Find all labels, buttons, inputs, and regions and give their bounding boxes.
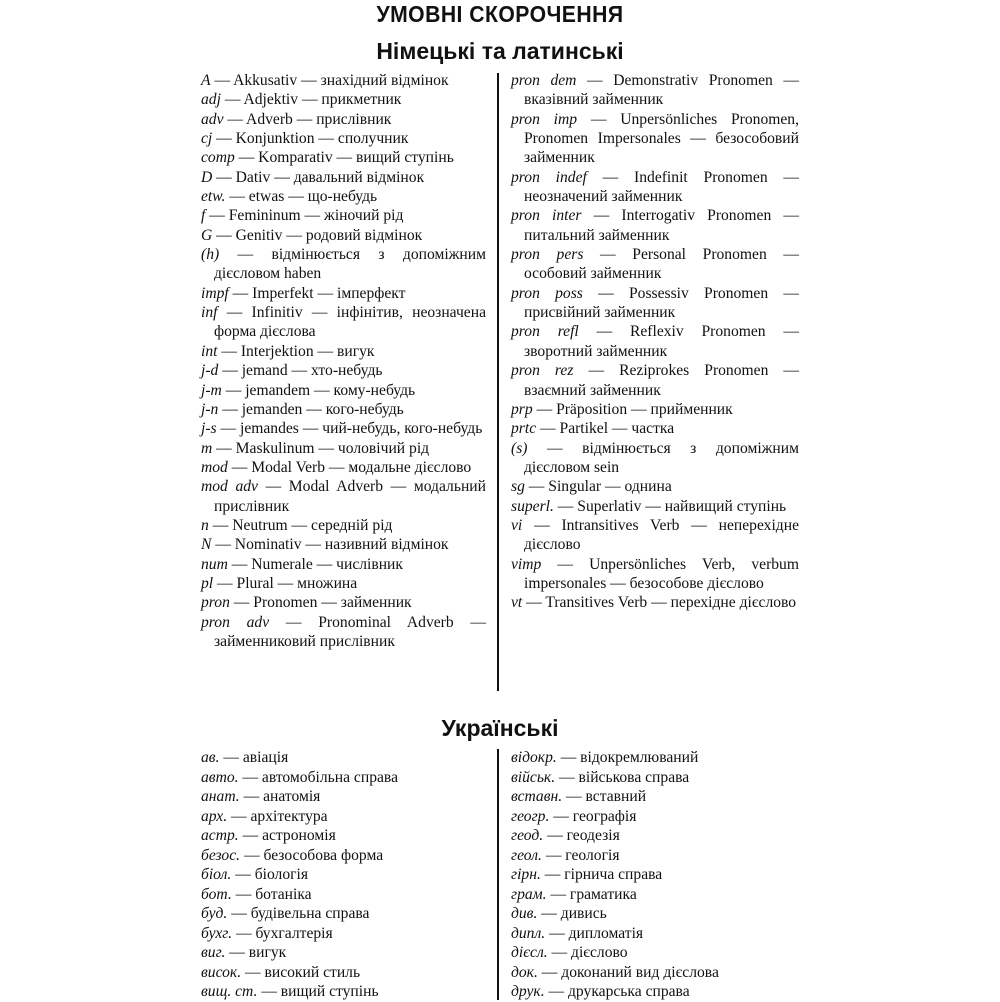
- abbreviation-entry: [511, 787, 799, 807]
- abbreviation-term: pron adv: [201, 613, 270, 631]
- abbreviation-definition: — jemandem — кому-небудь: [225, 381, 416, 399]
- abbreviation-definition: — безособова форма: [243, 846, 384, 864]
- abbreviation-definition: — відмінюється з допоміжним дієсловом sein: [524, 439, 799, 476]
- abbreviation-entry: [511, 245, 799, 284]
- abbreviation-entry: [201, 226, 486, 245]
- abbreviation-term: j-n: [201, 400, 219, 418]
- abbreviation-term: impf: [201, 284, 229, 302]
- abbreviation-entry: [511, 284, 799, 323]
- abbreviation-definition: — будівельна справа: [231, 905, 370, 922]
- abbreviation-definition: — Modal Verb — модальне дієслово: [231, 458, 472, 476]
- abbreviation-term: N: [201, 536, 212, 554]
- abbreviation-term: comp: [201, 149, 235, 167]
- abbreviation-definition: — вставний: [566, 788, 647, 805]
- abbreviation-definition: — Konjunktion — сполучник: [216, 130, 409, 148]
- abbreviation-entry: [201, 90, 486, 109]
- abbreviation-term: adj: [201, 91, 221, 109]
- abbreviation-term: pron poss: [511, 284, 583, 302]
- abbreviation-definition: — гірнича справа: [544, 866, 663, 883]
- abbreviation-entry: [201, 593, 486, 612]
- abbreviation-entry: [511, 748, 799, 768]
- abbreviation-term: дипл.: [511, 924, 546, 942]
- abbreviation-entry: [201, 865, 486, 885]
- abbreviation-term: j-m: [201, 381, 222, 399]
- abbreviation-definition: — Superlativ — найвищий ступінь: [557, 497, 787, 515]
- abbreviation-definition: — jemanden — кого-небудь: [222, 400, 404, 418]
- abbreviation-term: pron dem: [511, 72, 577, 89]
- abbreviation-definition: — Neutrum — середній рід: [212, 516, 393, 534]
- abbreviation-term: vimp: [511, 555, 542, 573]
- abbreviation-definition: — Pronominal Adverb — займенниковий прислівник: [214, 613, 486, 650]
- abbreviation-definition: — ботаніка: [235, 885, 312, 903]
- abbreviation-definition: — Adjektiv — прикметник: [224, 91, 402, 109]
- abbreviation-definition: — дієслово: [551, 944, 628, 961]
- abbreviation-term: геол.: [511, 846, 542, 864]
- abbreviation-definition: — Personal Pronomen — особовий займенник: [524, 246, 799, 283]
- abbreviation-term: анат.: [201, 788, 240, 805]
- abbreviation-entry: [511, 982, 799, 1002]
- abbreviation-definition: — Transitives Verb — перехідне дієслово: [526, 594, 797, 612]
- abbreviation-entry: [201, 807, 486, 827]
- abbreviation-definition: — відмінюється з допоміжним дієсловом haben: [214, 246, 486, 283]
- abbreviation-definition: — друкарська справа: [548, 983, 690, 1000]
- abbreviation-entry: [511, 593, 799, 612]
- abbreviation-term: cj: [201, 130, 213, 148]
- abbreviation-entry: [201, 342, 486, 361]
- abbreviation-definition: — дивись: [541, 905, 607, 922]
- abbreviation-term: док.: [511, 963, 538, 981]
- abbreviation-definition: — авіація: [223, 749, 289, 766]
- abbreviation-definition: — Demonstrativ Pronomen — вказівний займенник: [524, 72, 799, 109]
- abbreviation-term: виг.: [201, 944, 226, 961]
- abbreviation-term: num: [201, 555, 228, 573]
- abbreviation-term: буд.: [201, 905, 228, 922]
- abbreviation-term: j-s: [201, 420, 217, 438]
- abbreviation-definition: — Pronomen — займенник: [233, 594, 412, 612]
- abbreviation-term: вищ. ст.: [201, 983, 258, 1000]
- abbreviation-entry: [201, 477, 486, 516]
- abbreviation-entry: [511, 904, 799, 924]
- abbreviation-entry: [201, 846, 486, 866]
- abbreviation-term: арх.: [201, 807, 228, 825]
- abbreviation-term: дієсл.: [511, 944, 548, 961]
- abbreviation-entry: [511, 807, 799, 827]
- abbreviation-definition: — доконаний вид дієслова: [541, 963, 719, 981]
- abbreviation-term: безос.: [201, 846, 241, 864]
- abbreviation-definition: — військова справа: [559, 768, 690, 786]
- abbreviation-entry: [511, 516, 799, 555]
- abbreviation-entry: [511, 71, 799, 110]
- abbreviation-term: біол.: [201, 866, 232, 883]
- abbreviation-definition: — географія: [553, 807, 637, 825]
- abbreviation-term: G: [201, 226, 213, 244]
- abbreviation-definition: — Intransitives Verb — неперехідне дієслово: [524, 516, 800, 554]
- abbreviation-entry: [201, 439, 486, 458]
- abbreviation-definition: — вищий ступінь: [261, 983, 379, 1000]
- abbreviation-definition: — Komparativ — вищий ступінь: [238, 149, 454, 167]
- page-title: УМОВНІ СКОРОЧЕННЯ: [376, 1, 624, 27]
- abbreviation-definition: — Präposition — прийменник: [536, 400, 733, 418]
- abbreviation-entry: [511, 168, 799, 207]
- abbreviation-entry: [201, 168, 486, 187]
- abbreviation-definition: — вигук: [229, 944, 287, 961]
- german-latin-right-column: [511, 71, 799, 613]
- abbreviation-entry: [511, 963, 799, 983]
- abbreviation-entry: [201, 400, 486, 419]
- abbreviation-term: ав.: [201, 749, 220, 766]
- abbreviation-entry: [201, 419, 486, 438]
- abbreviation-term: prtc: [511, 420, 537, 438]
- abbreviation-entry: [511, 400, 799, 419]
- abbreviation-entry: [201, 826, 486, 846]
- abbreviation-definition: — Adverb — прислівник: [227, 110, 392, 128]
- abbreviation-term: бот.: [201, 885, 232, 903]
- abbreviation-definition: — Partikel — частка: [540, 420, 675, 438]
- abbreviation-term: D: [201, 168, 213, 186]
- abbreviation-term: vt: [511, 594, 523, 612]
- abbreviation-entry: [201, 516, 486, 535]
- abbreviation-term: vi: [511, 516, 523, 534]
- abbreviation-entry: [201, 458, 486, 477]
- abbreviation-entry: [201, 787, 486, 807]
- abbreviation-entry: [511, 943, 799, 963]
- abbreviation-definition: — Plural — множина: [217, 574, 358, 592]
- abbreviation-entry: [201, 148, 486, 167]
- abbreviation-definition: — дипломатія: [549, 924, 644, 942]
- abbreviation-entry: [511, 846, 799, 866]
- abbreviation-entry: [511, 768, 799, 788]
- abbreviation-definition: — високий стиль: [245, 963, 361, 981]
- abbreviation-entry: [201, 110, 486, 129]
- abbreviation-definition: — астрономія: [242, 827, 336, 844]
- abbreviation-entry: [511, 924, 799, 944]
- abbreviation-definition: — Indefinit Pronomen — неозначений займенник: [524, 168, 799, 206]
- abbreviation-term: геод.: [511, 827, 544, 844]
- abbreviation-term: див.: [511, 905, 538, 922]
- abbreviation-entry: [201, 943, 486, 963]
- abbreviation-term: pron refl: [511, 323, 579, 341]
- abbreviation-definition: — Modal Adverb — модальний прислівник: [214, 478, 486, 515]
- abbreviation-definition: — Maskulinum — чоловічий рід: [216, 439, 430, 457]
- abbreviation-term: астр.: [201, 827, 239, 844]
- abbreviation-term: prp: [511, 400, 533, 418]
- abbreviation-entry: [511, 865, 799, 885]
- abbreviation-term: sg: [511, 478, 525, 496]
- column-divider: [497, 73, 499, 691]
- abbreviation-entry: [201, 768, 486, 788]
- abbreviation-definition: — біологія: [235, 866, 309, 883]
- abbreviation-term: бухг.: [201, 924, 233, 942]
- abbreviation-entry: [201, 71, 486, 90]
- section-heading-german-latin: Німецькі та латинські: [376, 38, 624, 64]
- abbreviation-term: геогр.: [511, 807, 550, 825]
- abbreviation-entry: [511, 419, 799, 438]
- abbreviation-definition: — Nominativ — називний відмінок: [215, 536, 449, 554]
- abbreviation-definition: — Infinitiv — інфінітив, неозначена форма дієслова: [214, 304, 486, 341]
- abbreviation-entry: [201, 982, 486, 1002]
- abbreviation-term: pron imp: [511, 110, 578, 128]
- abbreviation-entry: [201, 381, 486, 400]
- abbreviation-definition: — Interrogativ Pronomen — питальний займенник: [524, 207, 799, 244]
- abbreviation-definition: — Interjektion — вигук: [221, 342, 375, 360]
- abbreviation-entry: [511, 477, 799, 496]
- abbreviation-entry: [511, 555, 799, 594]
- abbreviation-entry: [511, 206, 799, 245]
- abbreviation-definition: — граматика: [550, 885, 637, 903]
- abbreviation-entry: [511, 110, 799, 168]
- abbreviation-definition: — Imperfekt — імперфект: [232, 284, 406, 302]
- abbreviation-definition: — Unpersönliches Pronomen, Pronomen Impersonales — безособовий займенник: [524, 110, 799, 167]
- ukrainian-left-column: [201, 748, 486, 1002]
- abbreviation-definition: — Singular — однина: [528, 478, 672, 496]
- abbreviation-term: pron inter: [511, 207, 582, 225]
- abbreviation-term: pl: [201, 574, 214, 592]
- abbreviation-entry: [511, 826, 799, 846]
- abbreviation-entry: [201, 904, 486, 924]
- ukrainian-right-column: [511, 748, 799, 1002]
- abbreviation-entry: [511, 885, 799, 905]
- abbreviation-term: mod adv: [201, 478, 258, 496]
- abbreviation-definition: — відокремлюваний: [560, 749, 699, 766]
- column-divider: [497, 749, 499, 1000]
- abbreviation-term: etw.: [201, 188, 226, 206]
- abbreviation-term: A: [201, 72, 211, 89]
- abbreviation-entry: [201, 129, 486, 148]
- abbreviation-definition: — Possessiv Pronomen — присвійний займенник: [524, 284, 799, 322]
- abbreviation-definition: — jemandes — чий-небудь, кого-небудь: [220, 420, 483, 438]
- abbreviation-entry: [511, 361, 799, 400]
- abbreviation-entry: [201, 284, 486, 303]
- abbreviation-definition: — Genitiv — родовий відмінок: [216, 226, 423, 244]
- abbreviation-term: гірн.: [511, 866, 541, 883]
- abbreviation-term: відокр.: [511, 749, 557, 766]
- abbreviation-entry: [511, 322, 799, 361]
- abbreviation-term: superl.: [511, 497, 554, 515]
- abbreviation-term: авто.: [201, 768, 239, 786]
- abbreviation-entry: [201, 574, 486, 593]
- abbreviation-entry: [201, 924, 486, 944]
- abbreviation-term: (s): [511, 439, 528, 457]
- abbreviation-definition: — автомобільна справа: [242, 768, 398, 786]
- abbreviation-entry: [201, 206, 486, 225]
- abbreviation-entry: [201, 885, 486, 905]
- abbreviation-term: f: [201, 207, 206, 225]
- abbreviation-entry: [201, 361, 486, 380]
- abbreviation-definition: — архітектура: [231, 807, 328, 825]
- abbreviation-term: pron indef: [511, 168, 587, 186]
- abbreviation-definition: — etwas — що-небудь: [229, 188, 378, 206]
- abbreviation-term: висок.: [201, 963, 242, 981]
- abbreviation-entry: [201, 303, 486, 342]
- abbreviation-entry: [201, 187, 486, 206]
- abbreviation-entry: [201, 748, 486, 768]
- abbreviation-term: pron rez: [511, 362, 574, 380]
- abbreviation-term: inf: [201, 304, 218, 322]
- abbreviation-definition: — геологія: [545, 846, 620, 864]
- abbreviation-term: n: [201, 516, 209, 534]
- abbreviation-entry: [201, 613, 486, 652]
- abbreviation-definition: — Reflexiv Pronomen — зворотний займенник: [524, 323, 799, 360]
- german-latin-left-column: [201, 71, 486, 651]
- abbreviation-term: m: [201, 439, 213, 457]
- abbreviation-term: adv: [201, 110, 224, 128]
- abbreviation-term: друк.: [511, 983, 545, 1000]
- abbreviation-definition: — анатомія: [243, 788, 321, 805]
- abbreviation-term: pron pers: [511, 246, 584, 264]
- abbreviation-definition: — Femininum — жіночий рід: [209, 207, 404, 225]
- abbreviation-entry: [201, 555, 486, 574]
- abbreviation-definition: — геодезія: [547, 827, 620, 844]
- abbreviation-definition: — jemand — хто-небудь: [222, 362, 383, 380]
- abbreviation-term: pron: [201, 594, 230, 612]
- abbreviation-term: вставн.: [511, 788, 563, 805]
- abbreviation-term: (h): [201, 246, 220, 264]
- abbreviation-term: int: [201, 342, 218, 360]
- abbreviation-term: j-d: [201, 362, 219, 380]
- abbreviation-definition: — Reziprokes Pronomen — взаємний займенник: [524, 362, 800, 399]
- abbreviation-entry: [511, 439, 799, 478]
- abbreviation-entry: [201, 963, 486, 983]
- abbreviation-definition: — бухгалтерія: [235, 924, 333, 942]
- abbreviation-definition: — Numerale — числівник: [231, 555, 403, 573]
- abbreviation-term: грам.: [511, 885, 547, 903]
- section-heading-ukrainian: Українські: [441, 715, 559, 741]
- abbreviation-definition: — Akkusativ — знахідний відмінок: [214, 72, 449, 89]
- abbreviation-entry: [201, 535, 486, 554]
- abbreviation-definition: — Dativ — давальний відмінок: [216, 168, 425, 186]
- abbreviation-entry: [511, 497, 799, 516]
- abbreviation-entry: [201, 245, 486, 284]
- abbreviation-term: mod: [201, 458, 228, 476]
- abbreviation-definition: — Unpersönliches Verb, verbum impersonales — безособове дієслово: [524, 555, 799, 592]
- abbreviation-term: військ.: [511, 768, 556, 786]
